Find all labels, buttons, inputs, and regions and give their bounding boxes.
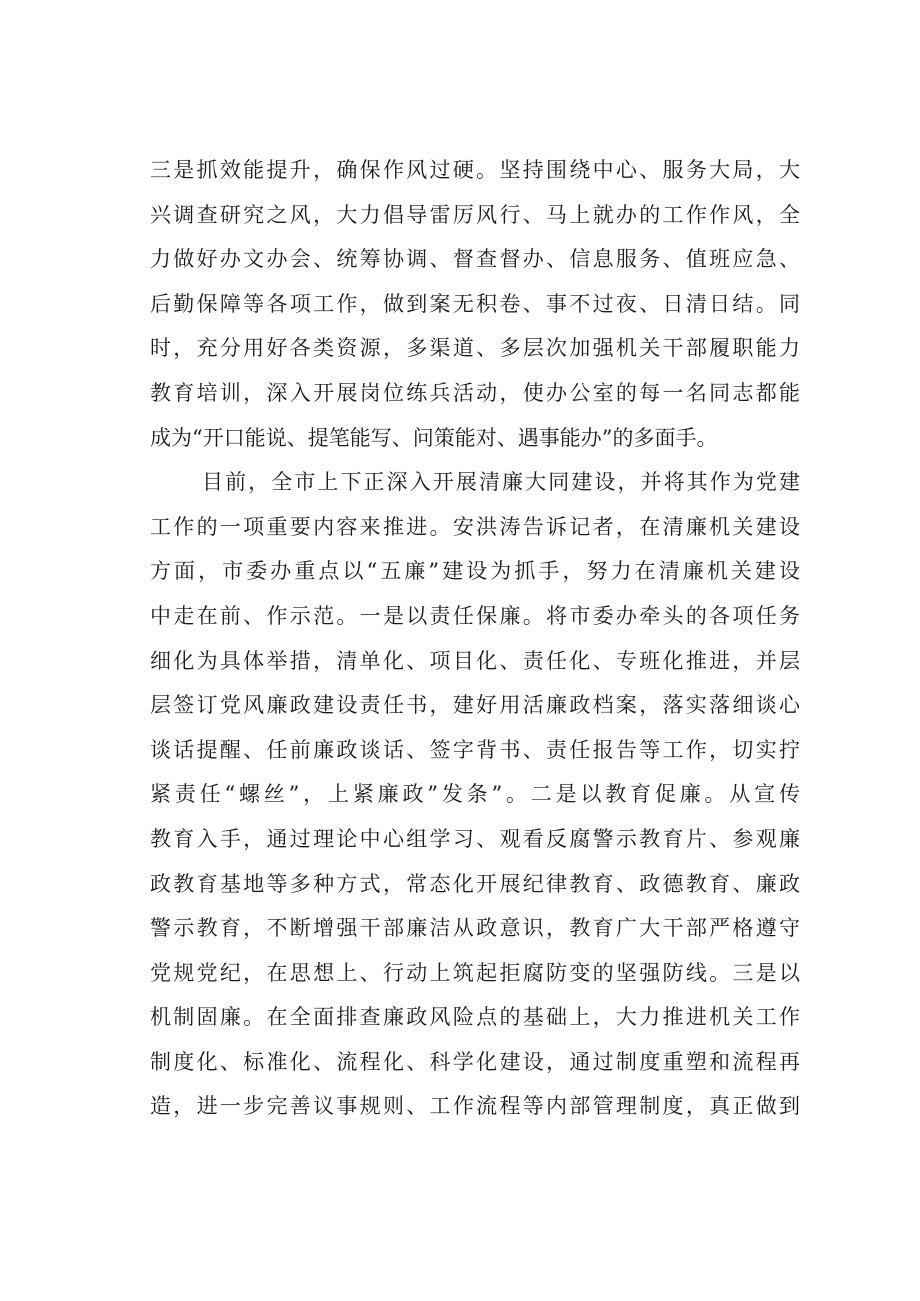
text-line-13: 层签订党风廉政建设责任书，建好用活廉政档案，落实落细谈心	[150, 693, 800, 718]
text-line-11: 中走在前、作示范。一是以责任保廉。将市委办牵头的各项任务	[150, 603, 800, 628]
body-text	[150, 148, 800, 1129]
text-line-20: 机制固廉。在全面排查廉政风险点的基础上，大力推进机关工作	[150, 1005, 800, 1030]
text-line-5: 时，充分用好各类资源，多渠道、多层次加强机关干部履职能力	[150, 336, 800, 361]
text-line-8: 目前，全市上下正深入开展清廉大同建设，并将其作为党建	[202, 470, 800, 495]
text-line-6: 教育培训，深入开展岗位练兵活动，使办公室的每一名同志都能	[150, 380, 800, 405]
text-line-10: 方面，市委办重点以“五廉”建设为抓手，努力在清廉机关建设	[150, 559, 800, 584]
text-line-3: 力做好办文办会、统筹协调、督查督办、信息服务、值班应急、	[150, 247, 800, 272]
text-line-1: 三是抓效能提升，确保作风过硬。坚持围绕中心、服务大局，大	[150, 158, 800, 182]
text-line-2: 兴调查研究之风，大力倡导雷厉风行、马上就办的工作作风，全	[150, 202, 800, 227]
text-line-22: 造，进一步完善议事规则、工作流程等内部管理制度，真正做到	[150, 1094, 800, 1119]
text-line-9: 工作的一项重要内容来推进。安洪涛告诉记者，在清廉机关建设	[150, 514, 800, 539]
text-line-7: 成为“开口能说、提笔能写、问策能对、遇事能办”的多面手。	[150, 425, 718, 450]
text-line-18: 警示教育，不断增强干部廉洁从政意识，教育广大干部严格遵守	[150, 916, 800, 941]
text-line-16: 教育入手，通过理论中心组学习、观看反腐警示教育片、参观廉	[150, 826, 800, 851]
text-line-4: 后勤保障等各项工作，做到案无积卷、事不过夜、日清日结。同	[150, 291, 800, 316]
text-line-19: 党规党纪，在思想上、行动上筑起拒腐防变的坚强防线。三是以	[150, 960, 800, 985]
text-line-15: 紧责任“螺丝”，上紧廉政”发条”。二是以教育促廉。从宣传	[150, 782, 800, 807]
text-line-14: 谈话提醒、任前廉政谈话、签字背书、责任报告等工作，切实拧	[150, 737, 800, 762]
text-line-21: 制度化、标准化、流程化、科学化建设，通过制度重塑和流程再	[150, 1049, 800, 1074]
text-line-12: 细化为具体举措，清单化、项目化、责任化、专班化推进，并层	[150, 648, 800, 673]
text-line-17: 政教育基地等多种方式，常态化开展纪律教育、政德教育、廉政	[150, 871, 800, 896]
